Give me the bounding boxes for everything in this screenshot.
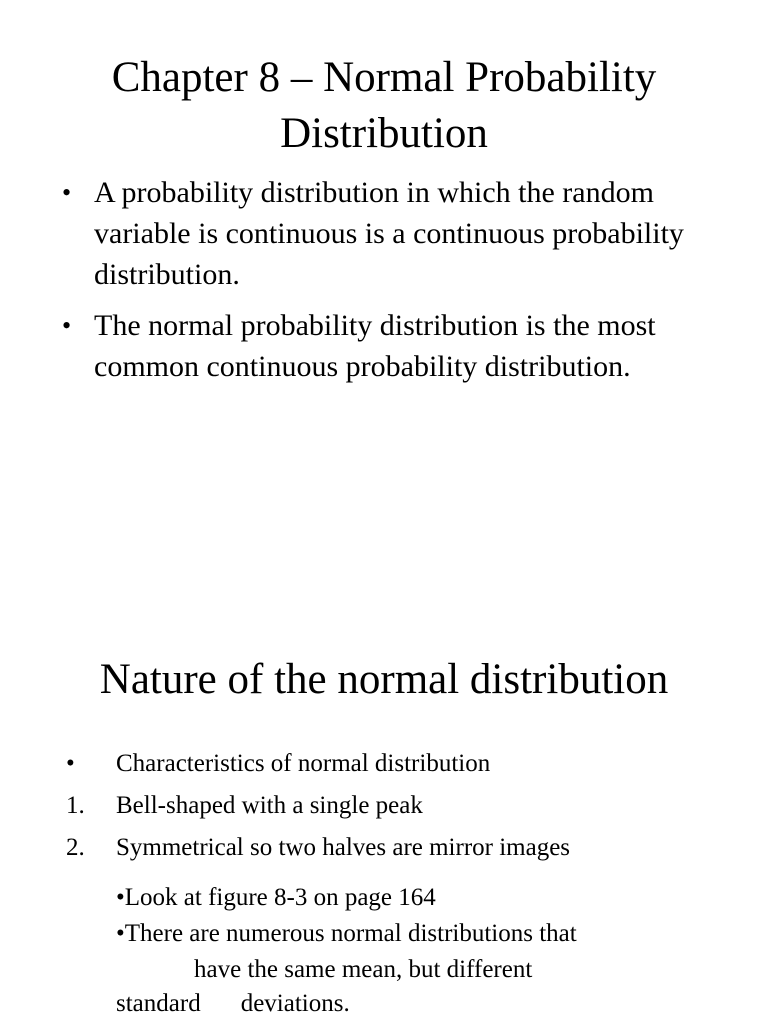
bullet-text: A probability distribution in which the random variable is continuous is a continuous probability distribution. bbox=[94, 176, 684, 291]
list-item bbox=[0, 832, 768, 864]
slide-1-title-line-1: Chapter 8 – Normal Probability bbox=[111, 54, 657, 101]
sub-item-text: •Look at figure 8-3 on page 164 bbox=[116, 884, 436, 911]
list-item bbox=[0, 790, 768, 822]
slide-2-sub-list bbox=[116, 880, 736, 988]
bullet-marker: • bbox=[62, 311, 72, 340]
sub-item-line-2: have the same mean, but different bbox=[194, 956, 533, 983]
slide-2 bbox=[0, 640, 768, 1024]
sub-item-line-3 bbox=[116, 988, 350, 1020]
list-marker: 1. bbox=[66, 792, 85, 819]
list-marker: • bbox=[66, 750, 75, 777]
slide-1-bullet-list bbox=[0, 172, 768, 397]
list-item bbox=[0, 305, 768, 387]
slide-2-title: Nature of the normal distribution bbox=[99, 656, 669, 703]
list-item-text: Symmetrical so two halves are mirror images bbox=[116, 834, 571, 861]
sub-list-item bbox=[116, 916, 736, 988]
sub-item-word-deviations: deviations. bbox=[240, 990, 350, 1017]
slide-1-title-line-2: Distribution bbox=[280, 110, 488, 157]
list-item-text: Bell-shaped with a single peak bbox=[116, 792, 423, 819]
sub-list-item bbox=[116, 880, 736, 916]
bullet-marker: • bbox=[62, 178, 72, 207]
sub-item-line-1: •There are numerous normal distributions that bbox=[116, 920, 577, 947]
list-item bbox=[0, 748, 768, 780]
sub-item-word-standard: standard bbox=[116, 990, 201, 1017]
list-item-text: Characteristics of normal distribution bbox=[116, 750, 491, 777]
slide-1-title bbox=[40, 50, 728, 162]
list-marker: 2. bbox=[66, 834, 85, 861]
bullet-text: The normal probability distribution is the most common continuous probability distribution. bbox=[94, 309, 656, 383]
slide-2-list bbox=[0, 748, 768, 874]
list-item bbox=[0, 172, 768, 295]
